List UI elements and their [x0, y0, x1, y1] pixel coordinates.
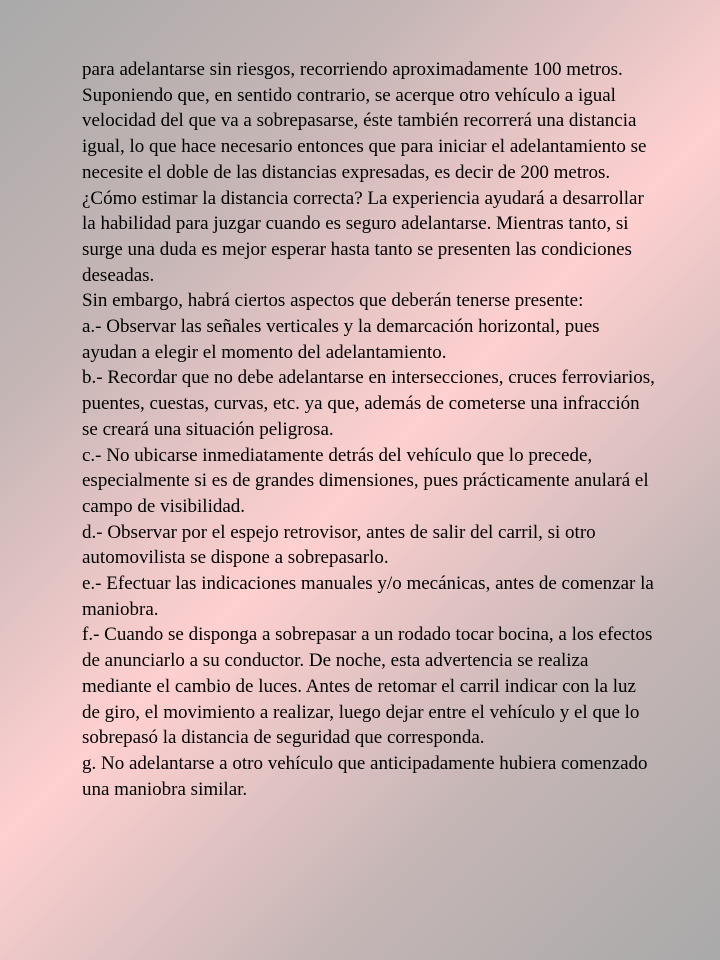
paragraph-intro: para adelantarse sin riesgos, recorriendo aproximadamente 100 metros.: [82, 59, 623, 80]
paragraph-opposing-vehicle: Suponiendo que, en sentido contrario, se acerque otro vehículo a igual velocidad del que va a sobrepasarse, éste también recorrerá una distancia igual, lo que hace necesario entonces que para iniciar el adelantamiento se necesite el doble de las distancias expresadas, es decir de 200 metros.: [82, 84, 647, 183]
paragraph-estimate-distance: ¿Cómo estimar la distancia correcta? La experiencia ayudará a desarrollar la habilidad para juzgar cuando es seguro adelantarse. Mientras tanto, si surge una duda es mejor esperar hasta tanto se presenten las condiciones deseadas.: [82, 187, 644, 286]
list-item-a: a.- Observar las señales verticales y la demarcación horizontal, pues ayudan a elegir el momento del adelantamiento.: [82, 316, 600, 363]
paragraph-aspects-heading: Sin embargo, habrá ciertos aspectos que deberán tenerse presente:: [82, 290, 584, 312]
slide-text-body: [82, 57, 657, 802]
list-item-c: c.- No ubicarse inmediatamente detrás del vehículo que lo precede, especialmente si es de grandes dimensiones, pues prácticamente anulará el campo de visibilidad.: [82, 444, 649, 517]
list-item-b: b.- Recordar que no debe adelantarse en intersecciones, cruces ferroviarios, puentes, cuestas, curvas, etc. ya que, además de cometerse una infracción se creará una situación peligrosa.: [82, 367, 655, 440]
list-item-g: g. No adelantarse a otro vehículo que anticipadamente hubiera comenzado una maniobra similar.: [82, 752, 648, 800]
list-item-e: e.- Efectuar las indicaciones manuales y/o mecánicas, antes de comenzar la maniobra.: [82, 573, 654, 620]
list-item-f: f.- Cuando se disponga a sobrepasar a un rodado tocar bocina, a los efectos de anunciarlo a su conductor. De noche, esta advertencia se realiza mediante el cambio de luces. Antes de retomar el carril indicar con la luz de giro, el movimiento a realizar, luego dejar entre el vehículo y el que lo sobrepasó la distancia de seguridad que corresponda.: [82, 624, 653, 749]
list-item-d: d.- Observar por el espejo retrovisor, antes de salir del carril, si otro automovilista se dispone a sobrepasarlo.: [82, 521, 596, 569]
